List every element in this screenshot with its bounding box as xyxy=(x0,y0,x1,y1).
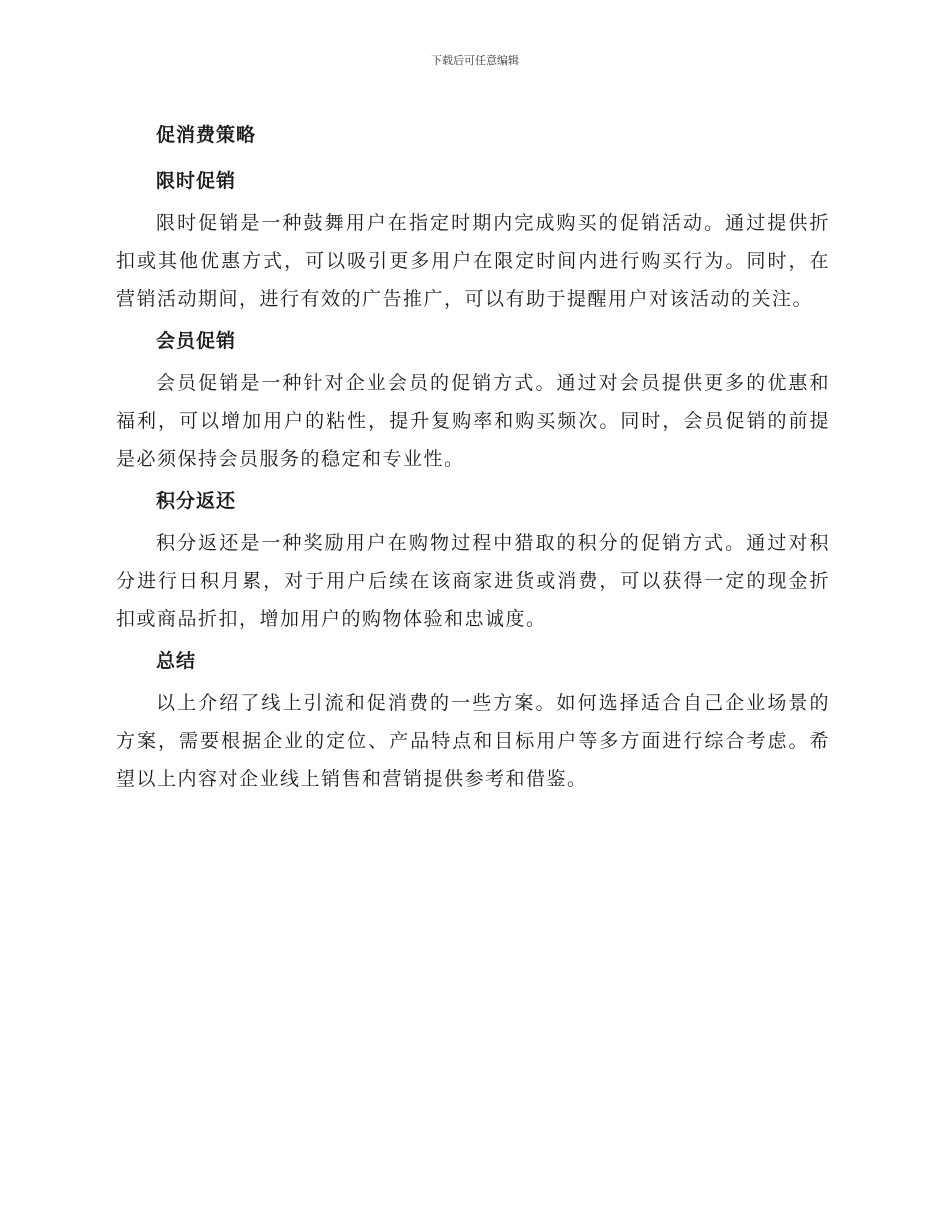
paragraph-points-rebate: 积分返还是一种奖励用户在购物过程中猎取的积分的促销方式。通过对积分进行日积月累，对于用户后续在该商家进货或消费，可以获得一定的现金折扣或商品折扣，增加用户的购物体验和忠诚度。 xyxy=(116,532,830,630)
document-body xyxy=(116,112,830,798)
page-header: 下载后可任意编辑 xyxy=(431,54,519,67)
heading-points-rebate: 积分返还 xyxy=(156,490,237,512)
heading-summary: 总结 xyxy=(156,650,197,672)
heading-limited-time-promotion: 限时促销 xyxy=(156,170,237,192)
paragraph-summary: 以上介绍了线上引流和促消费的一些方案。如何选择适合自己企业场景的方案，需要根据企业的定位、产品特点和目标用户等多方面进行综合考虑。希望以上内容对企业线上销售和营销提供参考和借鉴。 xyxy=(116,692,830,790)
section-title-promotion-strategy: 促消费策略 xyxy=(156,124,257,146)
heading-member-promotion: 会员促销 xyxy=(156,330,237,352)
paragraph-limited-time-promotion: 限时促销是一种鼓舞用户在指定时期内完成购买的促销活动。通过提供折扣或其他优惠方式，可以吸引更多用户在限定时间内进行购买行为。同时，在营销活动期间，进行有效的广告推广，可以有助于提醒用户对该活动的关注。 xyxy=(116,212,830,310)
paragraph-member-promotion: 会员促销是一种针对企业会员的促销方式。通过对会员提供更多的优惠和福利，可以增加用户的粘性，提升复购率和购买频次。同时，会员促销的前提是必须保持会员服务的稳定和专业性。 xyxy=(116,372,830,470)
